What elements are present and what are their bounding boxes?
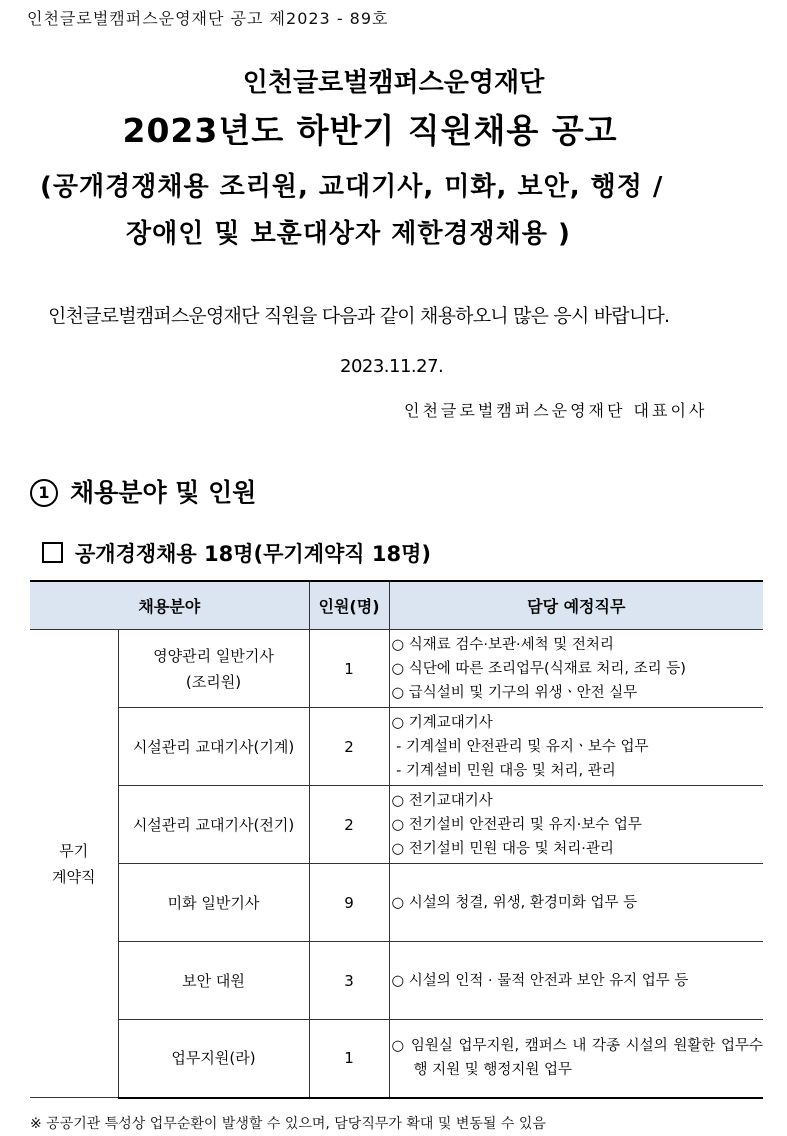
count-cell: 1	[309, 630, 389, 708]
duty-item: ○ 기계교대기사	[391, 714, 493, 731]
header-count: 인원(명)	[309, 581, 389, 630]
main-title: 2023년도 하반기 직원채용 공고	[122, 111, 618, 150]
checkbox-square-icon	[42, 542, 63, 563]
section-heading	[30, 473, 256, 509]
duty-cell	[389, 786, 763, 864]
duty-item: ○ 전기교대기사	[391, 792, 493, 809]
table-row	[30, 708, 763, 786]
table-row	[30, 630, 763, 708]
header-field: 채용분야	[30, 581, 309, 630]
section-title: 채용분야 및 인원	[70, 478, 257, 507]
duty-cell	[389, 1020, 763, 1098]
notice-number: 인천글로벌캠퍼스운영재단 공고 제2023 - 89호	[27, 9, 389, 28]
duty-item: ○ 전기설비 안전관리 및 유지·보수 업무	[391, 816, 642, 833]
duty-item: - 기계설비 민원 대응 및 처리, 관리	[391, 762, 616, 779]
count-cell: 2	[309, 708, 389, 786]
intro-text: 인천글로벌캠퍼스운영재단 직원을 다음과 같이 채용하오니 많은 응시 바랍니다.	[48, 305, 670, 327]
subtitle-line-2: 장애인 및 보훈대상자 제한경쟁채용 )	[126, 219, 571, 249]
field-cell	[118, 630, 309, 708]
duty-item: ○ 급식설비 및 기구의 위생ㆍ안전 실무	[391, 684, 638, 701]
table-row	[30, 786, 763, 864]
employment-type-line2: 계약직	[52, 867, 96, 886]
recruitment-table	[30, 580, 763, 1099]
duty-item: ○ 식재료 검수·보관·세척 및 전처리	[391, 636, 614, 653]
table-row	[30, 864, 763, 942]
duty-cell	[389, 708, 763, 786]
duty-cell	[389, 942, 763, 1020]
header-duty: 담당 예정직무	[389, 581, 763, 630]
subtitle-line-1: (공개경쟁채용 조리원, 교대기사, 미화, 보안, 행정 /	[40, 172, 664, 202]
subsection-heading	[42, 538, 431, 568]
field-cell: 보안 대원	[118, 942, 309, 1020]
footnote: ※ 공공기관 특성상 업무순환이 발생할 수 있으며, 담당직무가 확대 및 변동될 수 있음	[30, 1116, 546, 1132]
field-name: 영양관리 일반기사	[153, 646, 274, 665]
count-cell: 2	[309, 786, 389, 864]
duty-item: - 기계설비 안전관리 및 유지ㆍ보수 업무	[391, 738, 649, 755]
employment-type-cell	[30, 630, 118, 1098]
notice-date: 2023.11.27.	[340, 356, 444, 377]
duty-item: ○ 시설의 청결, 위생, 환경미화 업무 등	[391, 894, 638, 911]
signer: 인천글로벌캠퍼스운영재단 대표이사	[404, 401, 708, 420]
duty-cell	[389, 864, 763, 942]
count-cell: 9	[309, 864, 389, 942]
field-cell: 미화 일반기사	[118, 864, 309, 942]
duty-item: ○ 임원실 업무지원, 캠퍼스 내 각종 시설의 원활한 업무수행 지원 및 행정지원 업무	[391, 1038, 764, 1079]
duty-item: ○ 전기설비 민원 대응 및 처리·관리	[391, 840, 614, 857]
count-cell: 1	[309, 1020, 389, 1098]
duty-cell	[389, 630, 763, 708]
table-row	[30, 1020, 763, 1098]
org-title: 인천글로벌캠퍼스운영재단	[242, 68, 545, 98]
duty-item: ○ 시설의 인적 · 물적 안전과 보안 유지 업무 등	[391, 972, 689, 989]
employment-type-line1: 무기	[59, 841, 89, 860]
duty-item: ○ 식단에 따른 조리업무(식재료 처리, 조리 등)	[391, 660, 686, 677]
count-cell: 3	[309, 942, 389, 1020]
field-cell: 시설관리 교대기사(기계)	[118, 708, 309, 786]
section-number-badge: 1	[30, 479, 58, 507]
subsection-title: 공개경쟁채용 18명(무기계약직 18명)	[75, 542, 431, 566]
field-cell: 업무지원(라)	[118, 1020, 309, 1098]
field-cell: 시설관리 교대기사(전기)	[118, 786, 309, 864]
table-header-row	[30, 581, 763, 630]
field-subname: (조리원)	[185, 672, 242, 691]
table-row	[30, 942, 763, 1020]
